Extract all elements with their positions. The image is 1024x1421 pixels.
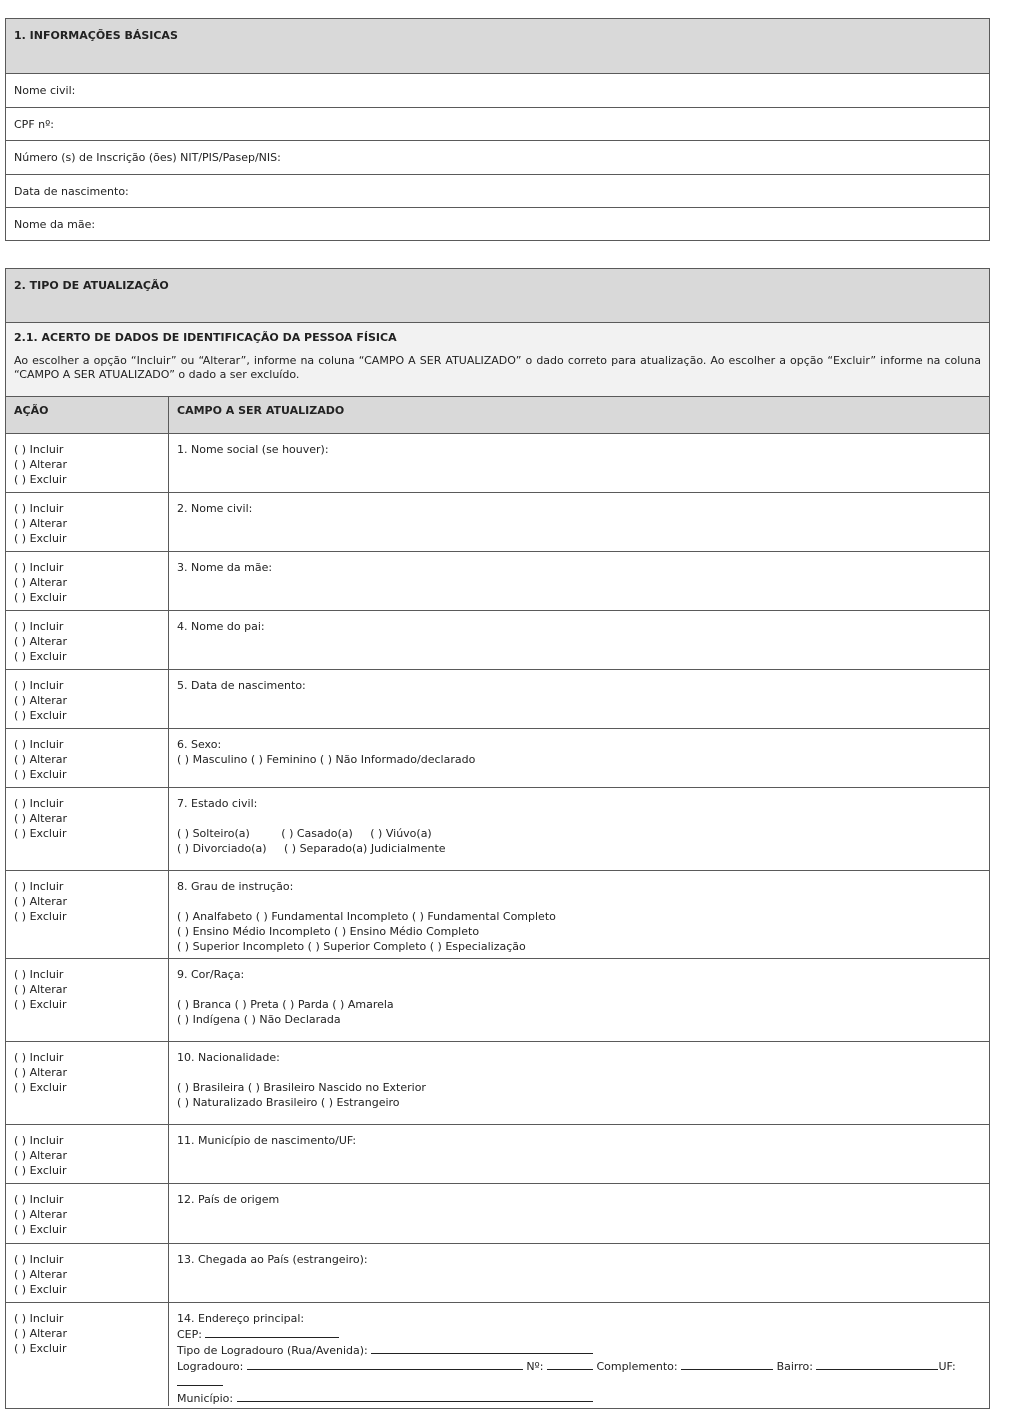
action-options [6, 670, 169, 728]
section-update-type [5, 268, 990, 1409]
uf-input-cont[interactable] [177, 1374, 223, 1386]
instructions-text: Ao escolher a opção “Incluir” ou “Alterar”, informe na coluna “CAMPO A SER ATUALIZADO” o dado correto para atualização. Ao escolher a opção “Excluir” informe na coluna “CAMPO A SER ATUALIZADO” o dado a ser excluído. [14, 354, 981, 381]
bairro-input[interactable] [816, 1358, 938, 1370]
option-incluir[interactable]: ( ) Incluir [14, 1193, 64, 1206]
table-row [6, 492, 989, 551]
field-cell[interactable] [169, 670, 989, 728]
field-cell[interactable] [169, 1042, 989, 1124]
option-alterar[interactable]: ( ) Alterar [14, 812, 68, 825]
tipo-logradouro-input[interactable] [371, 1342, 593, 1354]
field-label: 9. Cor/Raça: [177, 968, 245, 981]
option-line[interactable]: ( ) Ensino Médio Incompleto ( ) Ensino Médio Completo [177, 925, 480, 938]
action-options [6, 1184, 169, 1243]
option-incluir[interactable]: ( ) Incluir [14, 620, 64, 633]
option-excluir[interactable]: ( ) Excluir [14, 910, 67, 923]
option-incluir[interactable]: ( ) Incluir [14, 968, 64, 981]
col-header-action: AÇÃO [6, 397, 169, 433]
action-options [6, 959, 169, 1041]
tipo-logradouro-label: Tipo de Logradouro (Rua/Avenida): [177, 1344, 368, 1357]
field-label: 11. Município de nascimento/UF: [177, 1134, 357, 1147]
option-line[interactable]: ( ) Superior Incompleto ( ) Superior Completo ( ) Especialização [177, 940, 526, 953]
option-alterar[interactable]: ( ) Alterar [14, 895, 68, 908]
option-alterar[interactable]: ( ) Alterar [14, 694, 68, 707]
table-row [6, 669, 989, 728]
field-cell[interactable] [169, 959, 989, 1041]
table-row [6, 958, 989, 1041]
option-incluir[interactable]: ( ) Incluir [14, 880, 64, 893]
table-row [6, 433, 989, 492]
spacer [177, 1065, 981, 1080]
option-incluir[interactable]: ( ) Incluir [14, 679, 64, 692]
field-data-nascimento[interactable]: Data de nascimento: [6, 174, 989, 207]
numero-label: Nº: [526, 1360, 544, 1373]
action-options [6, 871, 169, 958]
option-excluir[interactable]: ( ) Excluir [14, 998, 67, 1011]
field-cell[interactable] [169, 871, 989, 958]
option-incluir[interactable]: ( ) Incluir [14, 502, 64, 515]
field-nit-pis[interactable]: Número (s) de Inscrição (ões) NIT/PIS/Pasep/NIS: [6, 140, 989, 174]
option-alterar[interactable]: ( ) Alterar [14, 753, 68, 766]
action-options [6, 1125, 169, 1183]
option-excluir[interactable]: ( ) Excluir [14, 1283, 67, 1296]
table-row [6, 728, 989, 787]
option-alterar[interactable]: ( ) Alterar [14, 1268, 68, 1281]
field-cell[interactable] [169, 611, 989, 669]
field-label: 14. Endereço principal: [177, 1312, 305, 1325]
field-cell[interactable] [169, 1184, 989, 1243]
section-2-title: 2. TIPO DE ATUALIZAÇÃO [6, 269, 989, 322]
update-rows [6, 433, 989, 1406]
action-options [6, 611, 169, 669]
section-basic-info [5, 18, 990, 241]
option-line[interactable]: ( ) Naturalizado Brasileiro ( ) Estrangeiro [177, 1096, 400, 1109]
option-alterar[interactable]: ( ) Alterar [14, 576, 68, 589]
option-excluir[interactable]: ( ) Excluir [14, 709, 67, 722]
action-options [6, 1042, 169, 1124]
spacer [177, 811, 981, 826]
option-excluir[interactable]: ( ) Excluir [14, 1164, 67, 1177]
option-excluir[interactable]: ( ) Excluir [14, 1223, 67, 1236]
table-row [6, 1302, 989, 1406]
field-cell[interactable] [169, 1125, 989, 1183]
option-excluir[interactable]: ( ) Excluir [14, 827, 67, 840]
spacer [177, 982, 981, 997]
option-line[interactable]: ( ) Divorciado(a) ( ) Separado(a) Judicialmente [177, 842, 446, 855]
option-alterar[interactable]: ( ) Alterar [14, 1066, 68, 1079]
complemento-input[interactable] [681, 1358, 773, 1370]
field-cell[interactable] [169, 788, 989, 870]
field-label: 7. Estado civil: [177, 797, 258, 810]
option-line[interactable]: ( ) Brasileira ( ) Brasileiro Nascido no Exterior [177, 1081, 426, 1094]
option-line[interactable]: ( ) Masculino ( ) Feminino ( ) Não Informado/declarado [177, 753, 476, 766]
option-excluir[interactable]: ( ) Excluir [14, 1081, 67, 1094]
field-label: 1. Nome social (se houver): [177, 443, 329, 456]
table-row [6, 1041, 989, 1124]
option-line[interactable]: ( ) Indígena ( ) Não Declarada [177, 1013, 341, 1026]
table-row [6, 551, 989, 610]
option-alterar[interactable]: ( ) Alterar [14, 517, 68, 530]
option-incluir[interactable]: ( ) Incluir [14, 1253, 64, 1266]
table-row [6, 1124, 989, 1183]
option-excluir[interactable]: ( ) Excluir [14, 473, 67, 486]
option-line[interactable]: ( ) Solteiro(a) ( ) Casado(a) ( ) Viúvo(a) [177, 827, 432, 840]
logradouro-input[interactable] [247, 1358, 523, 1370]
uf-label: UF: [938, 1360, 956, 1373]
municipio-input[interactable] [237, 1390, 593, 1402]
action-options [6, 1244, 169, 1302]
field-cell[interactable] [169, 1303, 989, 1406]
subsection-title: 2.1. ACERTO DE DADOS DE IDENTIFICAÇÃO DA PESSOA FÍSICA [14, 331, 397, 344]
municipio-label: Município: [177, 1392, 234, 1405]
field-label: 12. País de origem [177, 1193, 280, 1206]
table-row [6, 1243, 989, 1302]
logradouro-label: Logradouro: [177, 1360, 244, 1373]
option-alterar[interactable]: ( ) Alterar [14, 635, 68, 648]
field-label: 13. Chegada ao País (estrangeiro): [177, 1253, 368, 1266]
action-options [6, 552, 169, 610]
table-row [6, 787, 989, 870]
numero-input[interactable] [547, 1358, 593, 1370]
field-label: 5. Data de nascimento: [177, 679, 306, 692]
option-incluir[interactable]: ( ) Incluir [14, 443, 64, 456]
action-options [6, 788, 169, 870]
option-incluir[interactable]: ( ) Incluir [14, 561, 64, 574]
field-label: 2. Nome civil: [177, 502, 253, 515]
field-cell[interactable] [169, 729, 989, 787]
action-options [6, 434, 169, 492]
table-row [6, 870, 989, 958]
table-header [6, 396, 989, 433]
option-line[interactable]: ( ) Analfabeto ( ) Fundamental Incompleto ( ) Fundamental Completo [177, 910, 556, 923]
field-cell[interactable] [169, 1244, 989, 1302]
field-label: 6. Sexo: [177, 738, 222, 751]
action-options [6, 493, 169, 551]
option-alterar[interactable]: ( ) Alterar [14, 1149, 68, 1162]
option-incluir[interactable]: ( ) Incluir [14, 1134, 64, 1147]
option-alterar[interactable]: ( ) Alterar [14, 458, 68, 471]
field-nome-civil[interactable]: Nome civil: [6, 73, 989, 107]
bairro-label: Bairro: [776, 1360, 813, 1373]
option-alterar[interactable]: ( ) Alterar [14, 983, 68, 996]
option-incluir[interactable]: ( ) Incluir [14, 738, 64, 751]
option-alterar[interactable]: ( ) Alterar [14, 1208, 68, 1221]
action-options [6, 1303, 169, 1406]
option-incluir[interactable]: ( ) Incluir [14, 1312, 64, 1325]
option-excluir[interactable]: ( ) Excluir [14, 768, 67, 781]
action-options [6, 729, 169, 787]
table-row [6, 1183, 989, 1243]
field-label: 3. Nome da mãe: [177, 561, 273, 574]
cep-input[interactable] [205, 1326, 339, 1338]
cep-label: CEP: [177, 1328, 202, 1341]
option-excluir[interactable]: ( ) Excluir [14, 532, 67, 545]
field-label: 4. Nome do pai: [177, 620, 265, 633]
option-line[interactable]: ( ) Branca ( ) Preta ( ) Parda ( ) Amarela [177, 998, 394, 1011]
col-header-field: CAMPO A SER ATUALIZADO [177, 404, 345, 417]
field-cpf[interactable]: CPF nº: [6, 107, 989, 140]
field-cell[interactable] [169, 493, 989, 551]
field-label: 8. Grau de instrução: [177, 880, 294, 893]
option-incluir[interactable]: ( ) Incluir [14, 1051, 64, 1064]
field-cell[interactable] [169, 552, 989, 610]
spacer [177, 894, 981, 909]
option-alterar[interactable]: ( ) Alterar [14, 1327, 68, 1340]
option-excluir[interactable]: ( ) Excluir [14, 650, 67, 663]
complemento-label: Complemento: [596, 1360, 678, 1373]
option-excluir[interactable]: ( ) Excluir [14, 591, 67, 604]
option-excluir[interactable]: ( ) Excluir [14, 1342, 67, 1355]
field-label: 10. Nacionalidade: [177, 1051, 280, 1064]
table-row [6, 610, 989, 669]
option-incluir[interactable]: ( ) Incluir [14, 797, 64, 810]
subsection-2-1 [6, 322, 989, 396]
section-1-title: 1. INFORMAÇÕES BÁSICAS [6, 19, 989, 73]
field-cell[interactable] [169, 434, 989, 492]
field-nome-mae[interactable]: Nome da mãe: [6, 207, 989, 240]
